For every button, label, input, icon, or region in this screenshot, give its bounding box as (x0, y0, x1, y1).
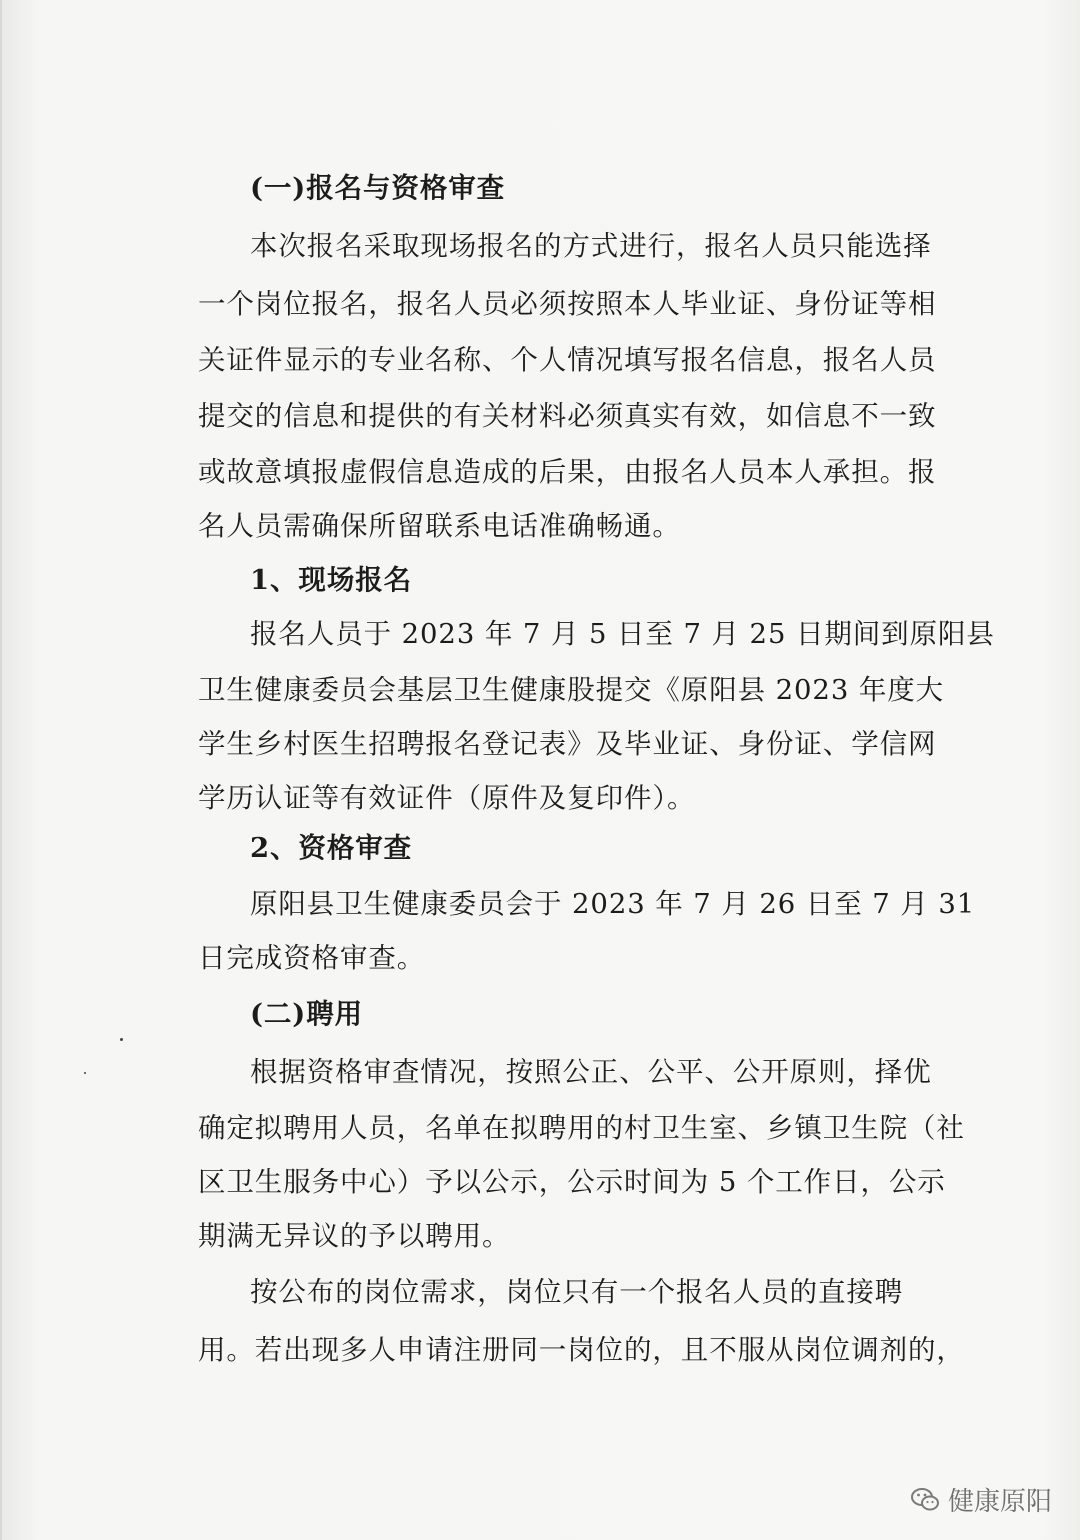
doc-line: (一)报名与资格审查 (250, 172, 506, 204)
doc-line: 根据资格审查情况，按照公正、公平、公开原则，择优 (250, 1056, 932, 1088)
doc-line: (二)聘用 (250, 998, 364, 1030)
scan-speck (84, 1072, 86, 1074)
doc-line: 用。若出现多人申请注册同一岗位的，且不服从岗位调剂的， (198, 1334, 965, 1366)
doc-line: 一个岗位报名，报名人员必须按照本人毕业证、身份证等相 (198, 288, 937, 320)
doc-line: 2、资格审查 (250, 832, 413, 864)
doc-line: 学历认证等有效证件（原件及复印件）。 (198, 782, 696, 814)
doc-line: 学生乡村医生招聘报名登记表》及毕业证、身份证、学信网 (198, 728, 937, 760)
wechat-icon (910, 1487, 940, 1513)
doc-line: 区卫生服务中心）予以公示，公示时间为 5 个工作日，公示 (198, 1166, 946, 1198)
doc-line: 关证件显示的专业名称、个人情况填写报名信息，报名人员 (198, 344, 937, 376)
doc-line: 确定拟聘用人员，名单在拟聘用的村卫生室、乡镇卫生院（社 (198, 1112, 965, 1144)
doc-line: 日完成资格审查。 (198, 942, 426, 974)
doc-line: 原阳县卫生健康委员会于 2023 年 7 月 26 日至 7 月 31 (250, 888, 976, 920)
scan-speck (120, 1038, 123, 1041)
watermark-text: 健康原阳 (947, 1487, 1052, 1517)
doc-line: 本次报名采取现场报名的方式进行，报名人员只能选择 (250, 230, 932, 262)
doc-line: 卫生健康委员会基层卫生健康股提交《原阳县 2023 年度大 (198, 674, 945, 706)
doc-line: 提交的信息和提供的有关材料必须真实有效，如信息不一致 (198, 400, 937, 432)
doc-line: 1、现场报名 (250, 564, 413, 596)
doc-line: 期满无异议的予以聘用。 (198, 1220, 511, 1252)
doc-line: 或故意填报虚假信息造成的后果，由报名人员本人承担。报 (198, 456, 937, 488)
page-left-edge (0, 0, 2, 1540)
doc-line: 名人员需确保所留联系电话准确畅通。 (198, 510, 681, 542)
doc-line: 报名人员于 2023 年 7 月 5 日至 7 月 25 日期间到原阳县 (250, 618, 995, 650)
watermark (910, 1481, 1052, 1518)
doc-line: 按公布的岗位需求，岗位只有一个报名人员的直接聘 (250, 1276, 904, 1308)
